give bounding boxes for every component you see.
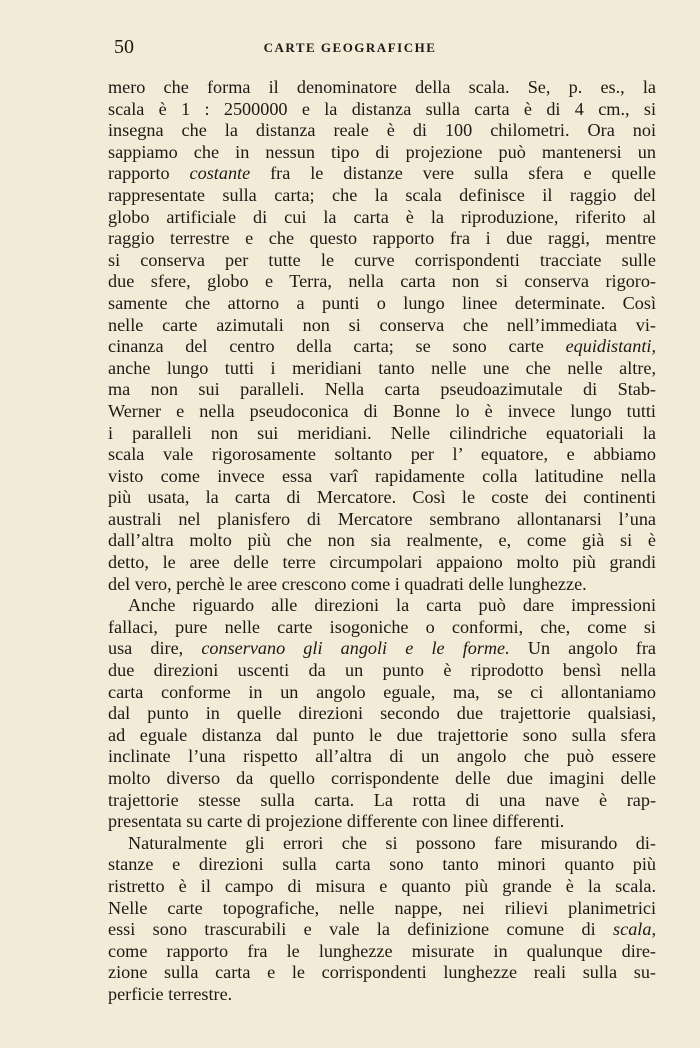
text-segment: australi nel planisfero di Mercatore sembrano allontanarsi l’una bbox=[108, 508, 656, 529]
text-line bbox=[108, 142, 656, 164]
text-segment: scala vale rigorosamente soltanto per l’ equatore, e abbiamo bbox=[108, 444, 656, 465]
text-segment: rappresentate sulla carta; che la scala definisce il raggio del bbox=[108, 184, 656, 205]
text-line bbox=[108, 595, 656, 617]
text-segment: sappiamo che in nessun tipo di projezione può mantenersi un bbox=[108, 141, 656, 162]
text-segment: rapporto bbox=[108, 163, 190, 184]
text-segment: anche lungo tutti i meridiani tanto nelle une che nelle altre, bbox=[108, 357, 656, 378]
text-segment: stanze e direzioni sulla carta sono tanto minori quanto più bbox=[108, 854, 656, 875]
text-line bbox=[108, 746, 656, 768]
text-segment: due direzioni uscenti da un punto è riprodotto bensì nella bbox=[108, 660, 656, 681]
page-number: 50 bbox=[114, 36, 134, 58]
text-segment: del vero, perchè le aree crescono come i quadrati delle lunghezze. bbox=[108, 573, 587, 594]
text-line bbox=[108, 833, 656, 855]
text-segment: ma non sui paralleli. Nella carta pseudoazimutale di Stab- bbox=[108, 379, 656, 400]
italic-text: conservano gli angoli e le forme. bbox=[201, 638, 510, 659]
text-line bbox=[108, 703, 656, 725]
text-line bbox=[108, 379, 656, 401]
text-line bbox=[108, 250, 656, 272]
text-segment: ad eguale distanza dal punto le due trajettorie sono sulla sfera bbox=[108, 724, 656, 745]
text-segment: fallaci, pure nelle carte isogoniche o conformi, che, come si bbox=[108, 616, 656, 637]
text-line bbox=[108, 77, 656, 99]
text-segment: raggio terrestre e che questo rapporto fra i due raggi, mentre bbox=[108, 228, 656, 249]
text-segment: ristretto è il campo di misura e quanto più grande è la scala. bbox=[108, 875, 656, 896]
text-line bbox=[108, 99, 656, 121]
text-line bbox=[108, 358, 656, 380]
text-segment: mero che forma il denominatore della scala. Se, p. es., la bbox=[108, 77, 656, 97]
italic-text: equidistanti, bbox=[565, 336, 656, 357]
text-line bbox=[108, 660, 656, 682]
text-segment: si conserva per tutte le curve corrispondenti tracciate sulle bbox=[108, 249, 656, 270]
running-title: CARTE GEOGRAFICHE bbox=[263, 40, 437, 55]
text-segment: zione sulla carta e le corrispondenti lunghezze reali sulla su- bbox=[108, 962, 656, 983]
text-segment: Werner e nella pseudoconica di Bonne lo è invece lungo tutti bbox=[108, 400, 656, 421]
text-segment: Anche riguardo alle direzioni la carta può dare impressioni bbox=[128, 595, 656, 616]
text-line bbox=[108, 574, 656, 596]
text-line bbox=[108, 984, 656, 1006]
text-line bbox=[108, 444, 656, 466]
text-line bbox=[108, 768, 656, 790]
text-segment: più usata, la carta di Mercatore. Così le coste dei continenti bbox=[108, 487, 656, 508]
text-segment: molto diverso da quello corrispondente delle due imagini delle bbox=[108, 768, 656, 788]
italic-text: scala, bbox=[613, 919, 656, 940]
text-segment: come rapporto fra le lunghezze misurate in qualunque dire- bbox=[108, 940, 656, 961]
text-line bbox=[108, 854, 656, 876]
text-segment: samente che attorno a punti o lungo linee determinate. Così bbox=[108, 292, 656, 313]
text-line bbox=[108, 120, 656, 142]
text-segment: globo artificiale di cui la carta è la riproduzione, riferito al bbox=[108, 206, 656, 227]
text-line bbox=[108, 725, 656, 747]
text-segment: essi sono trascurabili e vale la definizione comune di bbox=[108, 919, 614, 940]
text-segment: Naturalmente gli errori che si possono fare misurando di- bbox=[128, 832, 656, 853]
text-segment: perficie terrestre. bbox=[108, 983, 233, 1004]
text-line bbox=[108, 530, 656, 552]
text-line bbox=[108, 271, 656, 293]
text-line bbox=[108, 293, 656, 315]
text-line bbox=[108, 336, 656, 358]
text-line bbox=[108, 552, 656, 574]
text-segment: visto come invece essa varî rapidamente colla latitudine nella bbox=[108, 465, 656, 486]
text-segment: insegna che la distanza reale è di 100 chilometri. Ora noi bbox=[108, 120, 656, 141]
text-segment: i paralleli non sui meridiani. Nelle cilindriche equatoriali la bbox=[108, 422, 656, 443]
text-segment: Nelle carte topografiche, nelle nappe, nei rilievi planimetrici bbox=[108, 897, 656, 918]
text-line bbox=[108, 898, 656, 920]
text-segment: due sfere, globo e Terra, nella carta non si conserva rigoro- bbox=[108, 271, 656, 292]
text-line bbox=[108, 423, 656, 445]
text-segment: detto, le aree delle terre circumpolari appaiono molto più grandi bbox=[108, 552, 656, 573]
text-line bbox=[108, 207, 656, 229]
text-line bbox=[108, 509, 656, 531]
text-line bbox=[108, 401, 656, 423]
body-text bbox=[108, 77, 656, 1006]
text-segment: dall’altra molto più che non sia realmente, e, come già si è bbox=[108, 530, 656, 551]
text-segment: scala è 1 : 2500000 e la distanza sulla carta è di 4 cm., si bbox=[108, 98, 656, 119]
text-segment: dal punto in quelle direzioni secondo due trajettorie qualsiasi, bbox=[108, 703, 656, 724]
text-line bbox=[108, 790, 656, 812]
text-segment: fra le distanze vere sulla sfera e quelle bbox=[250, 163, 656, 184]
text-segment: trajettorie stesse sulla carta. La rotta di una nave è rap- bbox=[108, 789, 656, 810]
text-line bbox=[108, 228, 656, 250]
text-line bbox=[108, 876, 656, 898]
text-segment: presentata su carte di projezione differente con linee differenti. bbox=[108, 811, 565, 832]
italic-text: costante bbox=[189, 163, 251, 184]
text-segment: carta conforme in un angolo eguale, ma, se ci allontaniamo bbox=[108, 681, 656, 702]
text-line bbox=[108, 919, 656, 941]
text-line bbox=[108, 811, 656, 833]
text-line bbox=[108, 638, 656, 660]
text-line bbox=[108, 617, 656, 639]
text-line bbox=[108, 315, 656, 337]
text-segment: Un angolo fra bbox=[509, 638, 656, 659]
text-line bbox=[108, 466, 656, 488]
text-segment: nelle carte azimutali non si conserva che nell’immediata vi- bbox=[108, 314, 656, 335]
text-segment: usa dire, bbox=[108, 638, 202, 659]
text-segment: cinanza del centro della carta; se sono carte bbox=[108, 336, 566, 357]
text-line bbox=[108, 163, 656, 185]
text-segment: inclinate l’una rispetto all’altra di un angolo che può essere bbox=[108, 746, 656, 767]
text-line bbox=[108, 962, 656, 984]
text-line bbox=[108, 682, 656, 704]
text-line bbox=[108, 941, 656, 963]
text-line bbox=[108, 185, 656, 207]
text-line bbox=[108, 487, 656, 509]
